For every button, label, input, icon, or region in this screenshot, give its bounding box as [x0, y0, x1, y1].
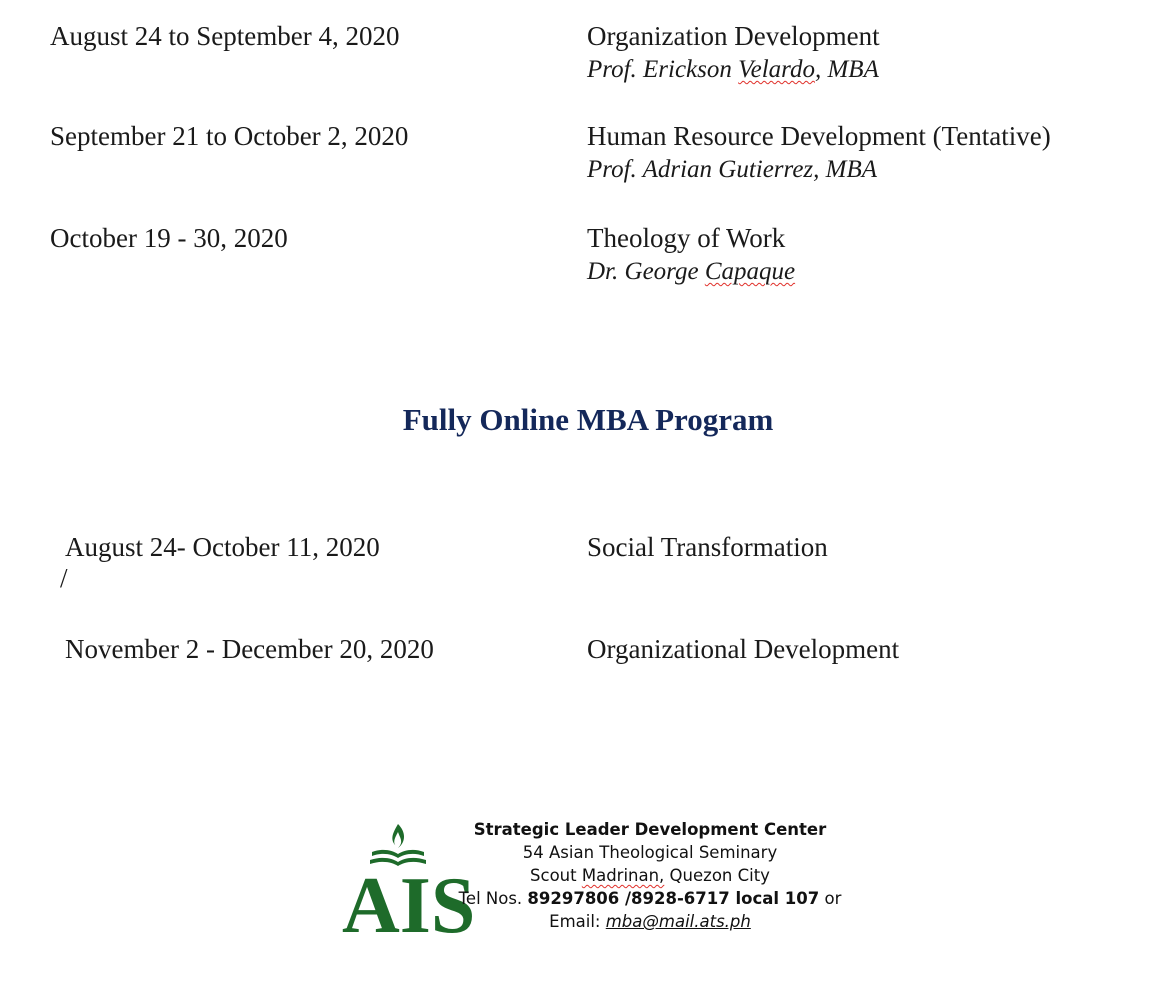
logo-letters: AIS: [342, 862, 476, 950]
program-course: Organizational Development: [587, 634, 900, 664]
org-name: Strategic Leader Development Center: [473, 820, 827, 839]
telephone-line: Tel Nos. 89297806 /8928-6717 local 107 or: [458, 889, 842, 908]
slash-mark: /: [60, 563, 68, 593]
course-title: Organization Development: [587, 21, 880, 51]
section-heading: Fully Online MBA Program: [402, 402, 774, 437]
email-link[interactable]: mba@mail.ats.ph: [605, 912, 751, 931]
program-dates: August 24- October 11, 2020: [65, 532, 380, 562]
email-line: Email: mba@mail.ats.ph: [549, 912, 751, 931]
spellcheck-mark: Capaque: [704, 258, 796, 285]
contact-block: [440, 818, 860, 933]
spellcheck-mark: Velardo: [738, 56, 815, 83]
footer: [340, 814, 900, 950]
address-line: 54 Asian Theological Seminary: [522, 843, 778, 862]
professor-name: Prof. Erickson Velardo, MBA: [587, 56, 879, 83]
address-line: Scout Madrinan, Quezon City: [530, 866, 770, 885]
schedule-dates: October 19 - 30, 2020: [50, 223, 288, 253]
professor-name: Prof. Adrian Gutierrez, MBA: [587, 156, 878, 183]
schedule-dates: August 24 to September 4, 2020: [50, 21, 400, 51]
course-title: Theology of Work: [587, 223, 786, 253]
course-title: Human Resource Development (Tentative): [587, 121, 1051, 151]
schedule-dates: September 21 to October 2, 2020: [50, 121, 409, 151]
professor-name: Dr. George Capaque: [587, 258, 796, 285]
ats-logo-icon: [340, 820, 476, 950]
program-dates: November 2 - December 20, 2020: [65, 634, 434, 664]
program-course: Social Transformation: [587, 532, 828, 562]
